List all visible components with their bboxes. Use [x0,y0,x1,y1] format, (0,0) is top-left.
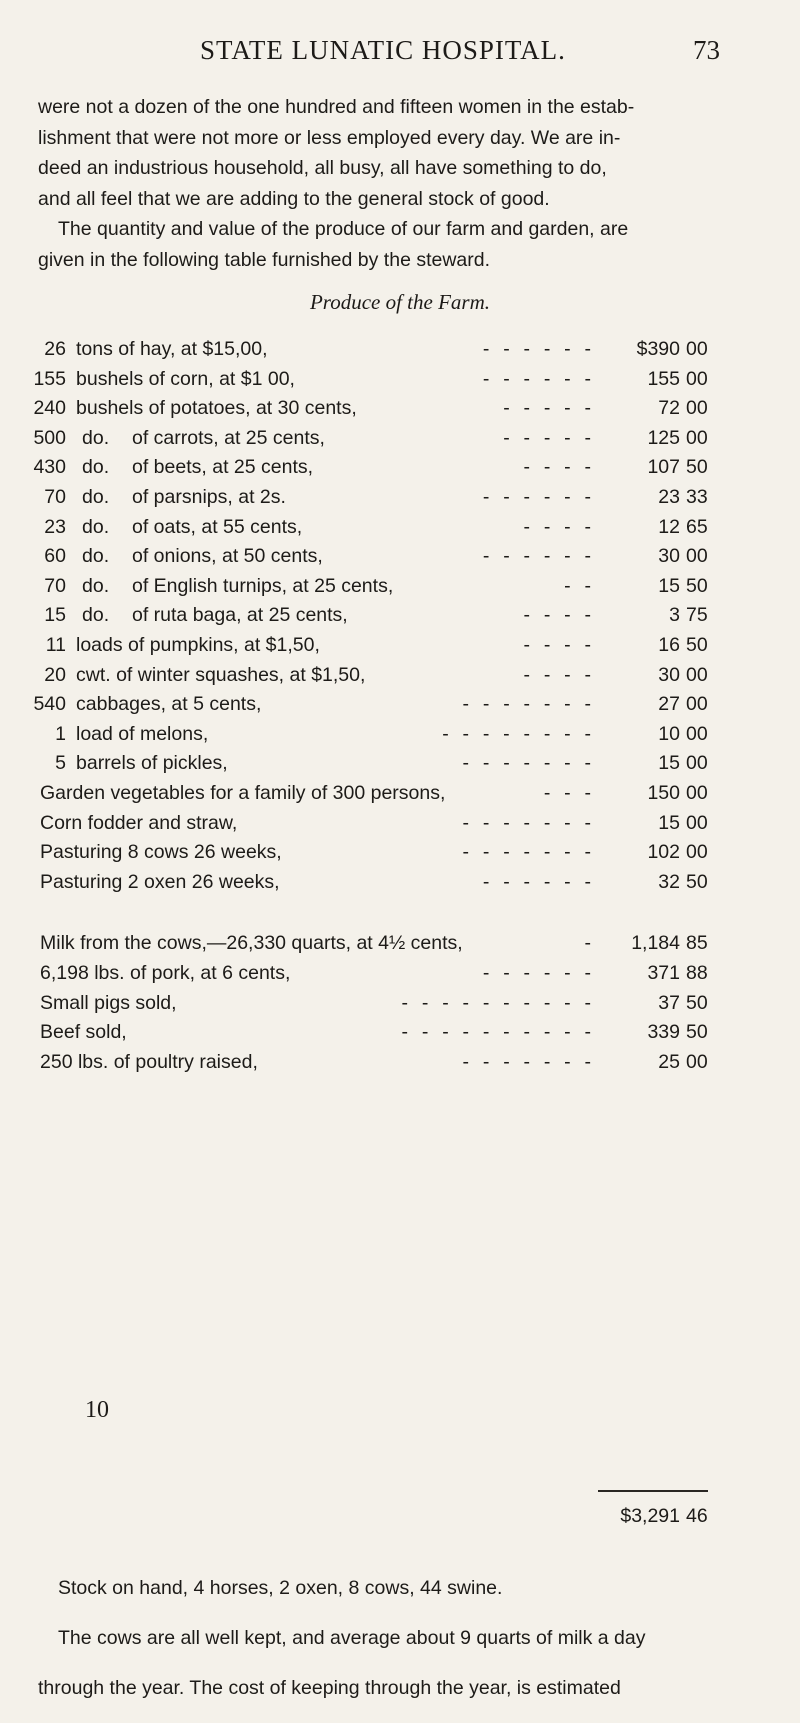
total-cents: 46 [686,1505,708,1527]
intro-line: and all feel that we are adding to the general stock of good. [38,187,550,210]
dollars-cell: 107 [647,456,680,478]
description-cell: Pasturing 8 cows 26 weeks, [40,841,282,863]
dollars-cell: 16 [658,634,680,656]
dollars-cell: 15 [658,752,680,774]
dot-leaders: - - - - - - [482,368,592,390]
cents-cell: 50 [686,992,708,1014]
quantity-cell: 15 [44,604,66,626]
cents-cell: 00 [686,368,708,390]
cents-cell: 00 [686,752,708,774]
cents-cell: 88 [686,962,708,984]
table-row [0,634,800,664]
description-cell: cabbages, at 5 cents, [76,693,262,715]
description-cell: 250 lbs. of poultry raised, [40,1051,258,1073]
dollars-cell: 27 [658,693,680,715]
quantity-cell: 500 [33,427,66,449]
quantity-cell: 70 [44,486,66,508]
quantity-cell: 430 [33,456,66,478]
dollars-cell: 371 [647,962,680,984]
description-cell: of ruta baga, at 25 cents, [132,604,348,626]
quantity-cell: 5 [55,752,66,774]
dollars-cell: 15 [658,812,680,834]
dollars-cell: 339 [647,1021,680,1043]
table-caption: Produce of the Farm. [309,290,491,314]
dot-leaders: - - - - - - - [462,841,592,863]
cents-cell: 75 [686,604,708,626]
cents-cell: 00 [686,1051,708,1073]
cents-cell: 00 [686,812,708,834]
cents-cell: 00 [686,397,708,419]
cents-cell: 85 [686,932,708,954]
table-row [0,752,800,782]
total-row [0,1505,800,1535]
unit-cell: do. [82,575,110,597]
cents-cell: 00 [686,545,708,567]
dollars-cell: 72 [658,397,680,419]
description-cell: 6,198 lbs. of pork, at 6 cents, [40,962,291,984]
quantity-cell: 240 [33,397,66,419]
quantity-cell: 11 [45,634,66,656]
table-row [0,516,800,546]
dot-leaders: - - - - - - - [462,752,592,774]
dot-leaders: - - - - [523,664,592,686]
dollars-cell: 150 [647,782,680,804]
dot-leaders: - - - - - - - [462,812,592,834]
description-cell: Beef sold, [40,1021,127,1043]
dot-leaders: - - [564,575,592,597]
table-row [0,962,800,992]
cents-cell: 00 [686,427,708,449]
description-cell: barrels of pickles, [76,752,228,774]
table-row [0,992,800,1022]
closing-line: Stock on hand, 4 horses, 2 oxen, 8 cows, 44 swine. [58,1576,503,1599]
page-number: 73 [693,35,720,65]
cents-cell: 50 [686,871,708,893]
closing-paragraph [38,1553,728,1723]
cents-cell: 00 [686,841,708,863]
closing-line: The cows are all well kept, and average about 9 quarts of milk a day [58,1626,646,1649]
cents-cell: 00 [686,723,708,745]
total-rule [598,1490,708,1492]
dot-leaders: - - - - [523,516,592,538]
table-row [0,932,800,962]
dot-leaders: - - - - - - [482,545,592,567]
description-cell: of English turnips, at 25 cents, [132,575,394,597]
table-row [0,456,800,486]
dollars-cell: 10 [658,723,680,745]
table-row [0,486,800,516]
dot-leaders: - - - - - - - [462,693,592,715]
table-row [0,368,800,398]
dot-leaders: - - - - - - [482,871,592,893]
closing-line: through the year. The cost of keeping through the year, is estimated [38,1676,621,1699]
dollars-cell: 125 [647,427,680,449]
dollars-cell: 1,184 [631,932,680,954]
description-cell: cwt. of winter squashes, at $1,50, [76,664,366,686]
table-row [0,1051,800,1081]
dollars-cell: 23 [658,486,680,508]
intro-paragraph [38,92,728,275]
dot-leaders: - - - - - - - [462,1051,592,1073]
dot-leaders: - - - - - - - - - - [401,1021,592,1043]
quantity-cell: 1 [55,723,66,745]
dot-leaders: - - - - - - [482,486,592,508]
dollars-cell: 37 [658,992,680,1014]
table-row [0,397,800,427]
dollars-cell: 25 [658,1051,680,1073]
quantity-cell: 23 [44,516,66,538]
dot-leaders: - - - - - - - - [442,723,592,745]
table-row [0,841,800,871]
quantity-cell: 26 [44,338,66,360]
table-row [0,338,800,368]
table-row [0,693,800,723]
description-cell: Pasturing 2 oxen 26 weeks, [40,871,280,893]
table-row [0,871,800,901]
description-cell: of oats, at 55 cents, [132,516,303,538]
table-row [0,723,800,753]
description-cell: Garden vegetables for a family of 300 persons, [40,782,446,804]
description-cell: of beets, at 25 cents, [132,456,314,478]
total-dollars: $3,291 [620,1505,680,1527]
cents-cell: 00 [686,782,708,804]
dollars-cell: 15 [658,575,680,597]
dot-leaders: - - - - - - - - - - [401,992,592,1014]
quantity-cell: 155 [33,368,66,390]
dot-leaders: - - - - [523,634,592,656]
description-cell: bushels of corn, at $1 00, [76,368,295,390]
description-cell: Milk from the cows,—26,330 quarts, at 4½ cents, [40,932,463,954]
intro-line: deed an industrious household, all busy, all have something to do, [38,157,607,179]
intro-line: were not a dozen of the one hundred and fifteen women in the estab- [38,96,635,118]
dot-leaders: - - - - - [503,397,592,419]
cents-cell: 00 [686,693,708,715]
dollars-cell: 102 [647,841,680,863]
unit-cell: do. [82,516,110,538]
description-cell: Corn fodder and straw, [40,812,238,834]
table-row [0,545,800,575]
dot-leaders: - [584,932,592,954]
description-cell: tons of hay, at $15,00, [76,338,268,360]
cents-cell: 00 [686,664,708,686]
cents-cell: 00 [686,338,708,360]
description-cell: of carrots, at 25 cents, [132,427,325,449]
dollars-cell: 12 [658,516,680,538]
unit-cell: do. [82,456,110,478]
table-row [0,427,800,457]
table-row [0,812,800,842]
description-cell: of parsnips, at 2s. [132,486,286,508]
table-row [0,782,800,812]
cents-cell: 33 [686,486,708,508]
dot-leaders: - - - - - - [482,338,592,360]
quantity-cell: 70 [44,575,66,597]
dollars-cell: $390 [636,338,680,360]
table-row [0,575,800,605]
description-cell: Small pigs sold, [40,992,177,1014]
quantity-cell: 60 [44,545,66,567]
description-cell: loads of pumpkins, at $1,50, [76,634,320,656]
unit-cell: do. [82,545,110,567]
intro-line: lishment that were not more or less employed every day. We are in- [38,126,621,149]
dot-leaders: - - - - [523,604,592,626]
quantity-cell: 20 [44,664,66,686]
dollars-cell: 3 [669,604,680,626]
unit-cell: do. [82,604,110,626]
dollars-cell: 30 [658,545,680,567]
running-head: STATE LUNATIC HOSPITAL. [200,35,566,65]
dot-leaders: - - - - - [503,427,592,449]
table-row [0,664,800,694]
dollars-cell: 30 [658,664,680,686]
dollars-cell: 155 [647,368,680,390]
dollars-cell: 32 [658,871,680,893]
cents-cell: 50 [686,575,708,597]
unit-cell: do. [82,486,110,508]
description-cell: of onions, at 50 cents, [132,545,323,567]
cents-cell: 50 [686,1021,708,1043]
cents-cell: 50 [686,456,708,478]
description-cell: load of melons, [76,723,209,745]
dot-leaders: - - - [543,782,592,804]
intro-line: given in the following table furnished by the steward. [38,248,491,271]
page-header [0,35,800,75]
dot-leaders: - - - - [523,456,592,478]
cents-cell: 50 [686,634,708,656]
unit-cell: do. [82,427,110,449]
intro-line: The quantity and value of the produce of our farm and garden, are [58,218,629,240]
dot-leaders: - - - - - - [482,962,592,984]
table-row [0,1021,800,1051]
quantity-cell: 540 [33,693,66,715]
signature-mark: 10 [85,1397,109,1423]
description-cell: bushels of potatoes, at 30 cents, [76,397,357,419]
table-row [0,604,800,634]
cents-cell: 65 [686,516,708,538]
